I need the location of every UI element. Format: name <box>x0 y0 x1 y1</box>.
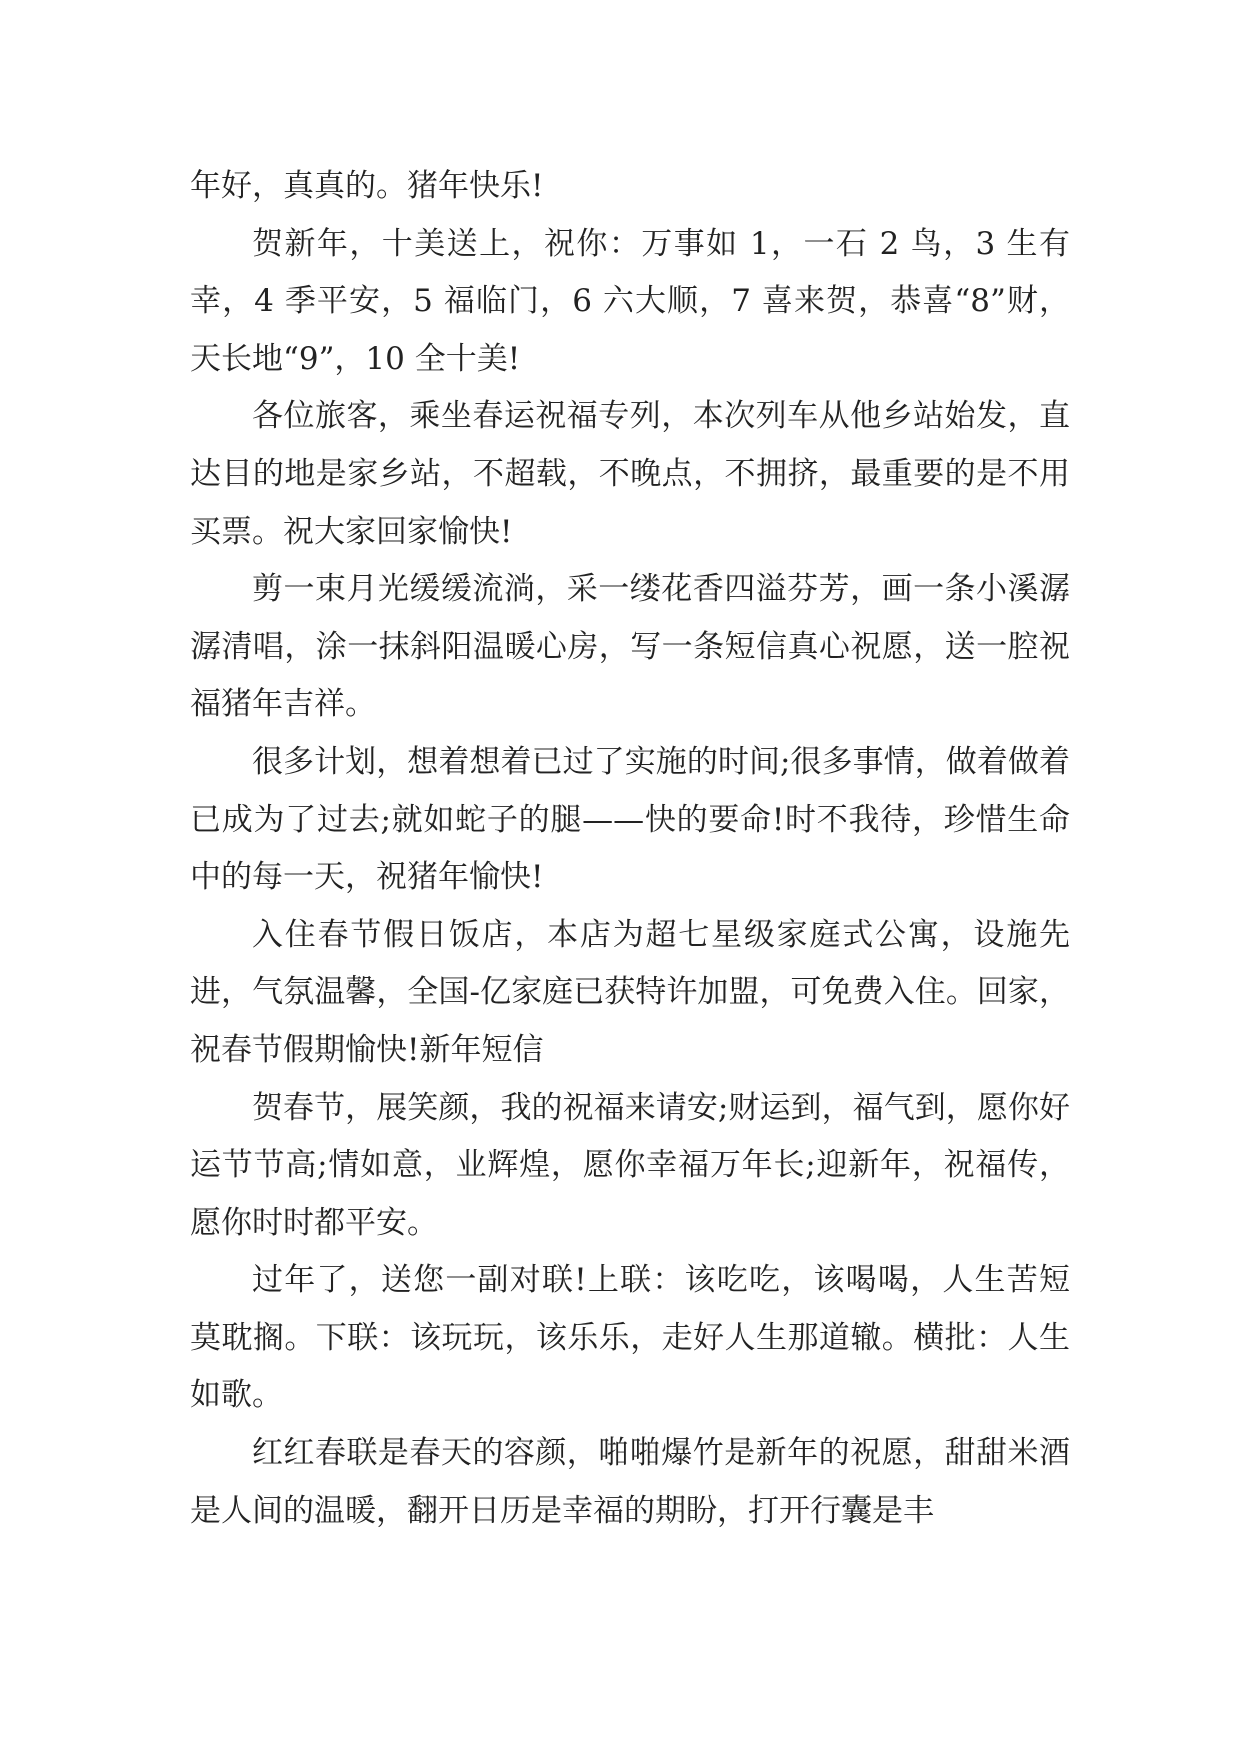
document-body <box>190 158 1070 1540</box>
paragraph-6: 入住春节假日饭店，本店为超七星级家庭式公寓，设施先进，气氛温馨，全国-亿家庭已获特许加盟，可免费入住。回家，祝春节假期愉快!新年短信 <box>190 916 1070 1068</box>
paragraph-2: 贺新年，十美送上，祝你：万事如 1，一石 2 鸟，3 生有幸，4 季平安，5 福临门，6 六大顺，7 喜来贺，恭喜“8”财，天长地“9”，10 全十美! <box>190 225 1070 377</box>
paragraph-8: 过年了，送您一副对联!上联：该吃吃，该喝喝，人生苦短莫耽搁。下联：该玩玩，该乐乐，走好人生那道辙。横批：人生如歌。 <box>190 1262 1070 1414</box>
paragraph-5: 很多计划，想着想着已过了实施的时间;很多事情，做着做着已成为了过去;就如蛇子的腿——快的要命!时不我待，珍惜生命中的每一天，祝猪年愉快! <box>190 743 1070 896</box>
paragraph-7: 贺春节，展笑颜，我的祝福来请安;财运到，福气到，愿你好运节节高;情如意，业辉煌，愿你幸福万年长;迎新年，祝福传，愿你时时都平安。 <box>190 1089 1070 1241</box>
paragraph-3: 各位旅客，乘坐春运祝福专列，本次列车从他乡站始发，直达目的地是家乡站，不超载，不晚点，不拥挤，最重要的是不用买票。祝大家回家愉快! <box>190 398 1070 550</box>
paragraph-9: 红红春联是春天的容颜，啪啪爆竹是新年的祝愿，甜甜米酒是人间的温暖，翻开日历是幸福的期盼，打开行囊是丰 <box>190 1435 1070 1529</box>
paragraph-1: 年好，真真的。猪年快乐! <box>190 168 544 204</box>
paragraph-4: 剪一束月光缓缓流淌，采一缕花香四溢芬芳，画一条小溪潺潺清唱，涂一抹斜阳温暖心房，写一条短信真心祝愿，送一腔祝福猪年吉祥。 <box>190 571 1070 723</box>
